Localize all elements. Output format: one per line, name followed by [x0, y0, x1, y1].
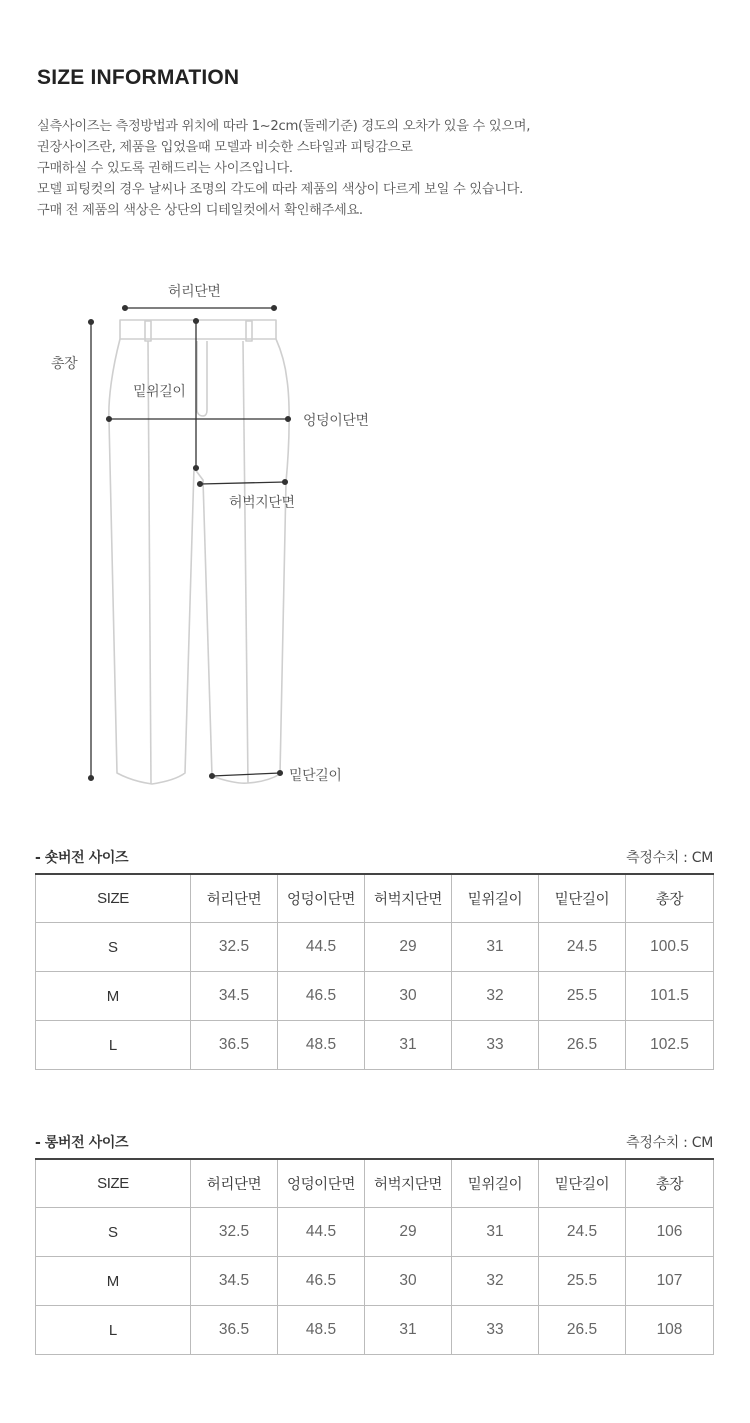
table-cell: 33 — [452, 1021, 539, 1070]
notice-line: 구매 전 제품의 색상은 상단의 디테일컷에서 확인해주세요. — [37, 203, 363, 218]
table-cell: 33 — [452, 1306, 539, 1355]
label-total-length: 총장 — [51, 356, 78, 372]
notice-line: 실측사이즈는 측정방법과 위치에 따라 1~2cm(둘레기준) 경도의 오차가 있을 수 있으며, — [37, 119, 531, 134]
table-cell: 30 — [365, 972, 452, 1021]
table-cell: 44.5 — [278, 1208, 365, 1257]
size-table-short — [35, 873, 714, 1070]
table-cell: 46.5 — [278, 1257, 365, 1306]
table-header-row — [36, 1159, 714, 1208]
column-header: 허벅지단면 — [365, 1159, 452, 1208]
table-cell: 108 — [626, 1306, 714, 1355]
table-cell: 31 — [452, 1208, 539, 1257]
notice-line: 권장사이즈란, 제품을 입었을때 모델과 비슷한 스타일과 피팅감으로 — [37, 140, 413, 155]
table-cell: 29 — [365, 1208, 452, 1257]
table-cell: 48.5 — [278, 1021, 365, 1070]
pants-measurement-diagram — [0, 270, 750, 800]
table-cell: 32.5 — [191, 1208, 278, 1257]
notice-line: 모델 피팅컷의 경우 날씨나 조명의 각도에 따라 제품의 색상이 다르게 보일 수 있습니다. — [37, 182, 523, 197]
table-cell: 32 — [452, 972, 539, 1021]
column-header: 허리단면 — [191, 1159, 278, 1208]
table-cell: 34.5 — [191, 1257, 278, 1306]
column-header: SIZE — [36, 1159, 191, 1208]
size-cell: L — [36, 1021, 191, 1070]
unit-label: 측정수치 : CM — [626, 1135, 713, 1151]
size-notice — [37, 116, 717, 221]
table-header-row — [36, 874, 714, 923]
label-hip: 엉덩이단면 — [303, 413, 369, 429]
column-header: 엉덩이단면 — [278, 1159, 365, 1208]
table-cell: 31 — [452, 923, 539, 972]
size-cell: S — [36, 923, 191, 972]
section-title: - 롱버전 사이즈 — [35, 1135, 129, 1151]
table-cell: 100.5 — [626, 923, 714, 972]
table-cell: 31 — [365, 1021, 452, 1070]
unit-label: 측정수치 : CM — [626, 850, 713, 866]
size-table-long — [35, 1158, 714, 1355]
column-header: 엉덩이단면 — [278, 874, 365, 923]
table-cell: 29 — [365, 923, 452, 972]
table-cell: 46.5 — [278, 972, 365, 1021]
column-header: 총장 — [626, 1159, 714, 1208]
column-header: 허벅지단면 — [365, 874, 452, 923]
table-row — [36, 1306, 714, 1355]
label-rise: 밑위길이 — [133, 384, 186, 400]
column-header: 밑단길이 — [539, 874, 626, 923]
column-header: 밑단길이 — [539, 1159, 626, 1208]
table-row — [36, 1257, 714, 1306]
table-cell: 26.5 — [539, 1021, 626, 1070]
page-title: SIZE INFORMATION — [37, 66, 240, 89]
table-cell: 24.5 — [539, 1208, 626, 1257]
section-title: - 숏버전 사이즈 — [35, 850, 129, 866]
table-cell: 25.5 — [539, 1257, 626, 1306]
column-header: 허리단면 — [191, 874, 278, 923]
column-header: SIZE — [36, 874, 191, 923]
table-row — [36, 923, 714, 972]
size-cell: S — [36, 1208, 191, 1257]
table-row — [36, 1208, 714, 1257]
table-cell: 36.5 — [191, 1306, 278, 1355]
table-cell: 36.5 — [191, 1021, 278, 1070]
column-header: 밑위길이 — [452, 874, 539, 923]
table-cell: 107 — [626, 1257, 714, 1306]
size-cell: M — [36, 1257, 191, 1306]
table-cell: 26.5 — [539, 1306, 626, 1355]
table-cell: 48.5 — [278, 1306, 365, 1355]
table-cell: 44.5 — [278, 923, 365, 972]
notice-line: 구매하실 수 있도록 권해드리는 사이즈입니다. — [37, 161, 293, 176]
table-row — [36, 1021, 714, 1070]
short-version-section — [35, 845, 713, 1070]
pants-illustration — [0, 270, 750, 800]
size-cell: M — [36, 972, 191, 1021]
label-thigh: 허벅지단면 — [229, 495, 295, 511]
label-waist: 허리단면 — [168, 284, 221, 300]
label-hem: 밑단길이 — [289, 768, 342, 784]
column-header: 총장 — [626, 874, 714, 923]
table-cell: 24.5 — [539, 923, 626, 972]
long-version-section — [35, 1130, 713, 1355]
table-row — [36, 972, 714, 1021]
table-cell: 34.5 — [191, 972, 278, 1021]
table-cell: 32.5 — [191, 923, 278, 972]
table-cell: 25.5 — [539, 972, 626, 1021]
table-cell: 30 — [365, 1257, 452, 1306]
table-cell: 102.5 — [626, 1021, 714, 1070]
table-cell: 106 — [626, 1208, 714, 1257]
size-cell: L — [36, 1306, 191, 1355]
table-cell: 31 — [365, 1306, 452, 1355]
table-cell: 101.5 — [626, 972, 714, 1021]
column-header: 밑위길이 — [452, 1159, 539, 1208]
table-cell: 32 — [452, 1257, 539, 1306]
